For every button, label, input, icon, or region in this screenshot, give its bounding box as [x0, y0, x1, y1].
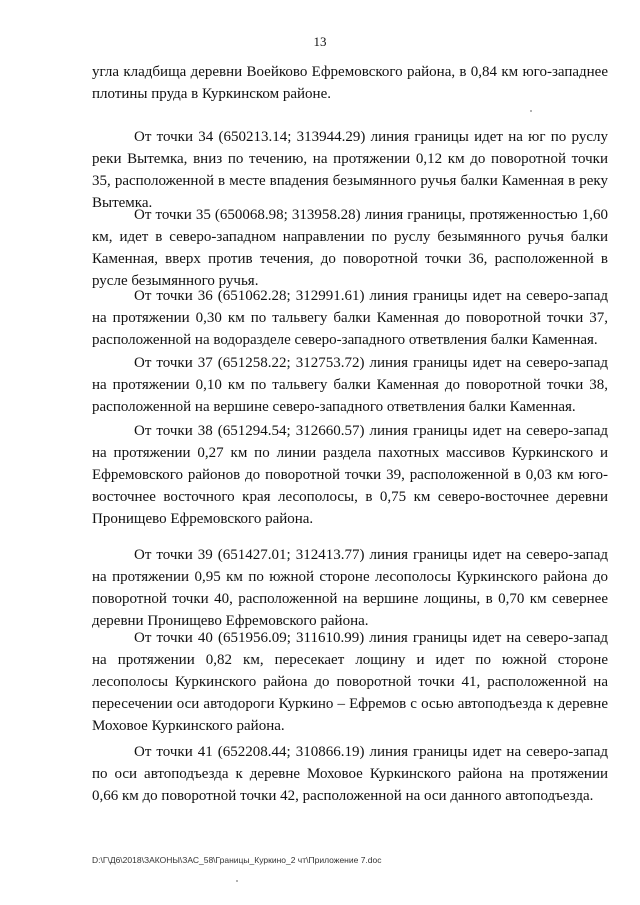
paragraph-point-37: От точки 37 (651258.22; 312753.72) линия границы идет на северо-запад на протяжении 0,10 км по тальвегу балки Каменная до поворотной точки 38, расположенной на вершине северо-западного ответвления балки Каменная. [92, 355, 608, 415]
footer-file-path: D:\Г\Д6\2018\ЗАКОНЫ\ЗАС_58\Границы_Куркино_2 чт\Приложение 7.doc [92, 855, 382, 865]
paragraph-continuation: угла кладбища деревни Воейково Ефремовского района, в 0,84 км юго-западнее плотины пруда в Куркинском районе. [92, 64, 608, 102]
paragraph-point-39: От точки 39 (651427.01; 312413.77) линия границы идет на северо-запад на протяжении 0,95 км по южной стороне лесополосы Куркинского района до поворотной точки 40, расположенной на вершине лощины, в 0,70 км севернее деревни Пронищево Ефремовского района. [92, 547, 608, 629]
paragraph-point-41: От точки 41 (652208.44; 310866.19) линия границы идет на северо-запад по оси автоподъезда к деревне Моховое Куркинского района на протяжении 0,66 км до поворотной точки 42, расположенной на оси данного автоподъезда. [92, 744, 608, 804]
paragraph-point-40: От точки 40 (651956.09; 311610.99) линия границы идет на северо-запад на протяжении 0,82 км, пересекает лощину и идет по южной стороне лесополосы Куркинского района до поворотной точки 41, расположенной на пересечении оси автодороги Куркино – Ефремов с осью автоподъезда к деревне Моховое Куркинского района. [92, 630, 608, 734]
paragraph-point-36: От точки 36 (651062.28; 312991.61) линия границы идет на северо-запад на протяжении 0,30 км по тальвегу балки Каменная до поворотной точки 37, расположенной на водоразделе северо-западного ответвления балки Каменная. [92, 288, 608, 348]
paragraph-point-34: От точки 34 (650213.14; 313944.29) линия границы идет на юг по руслу реки Вытемка, вниз по течению, на протяжении 0,12 км до поворотной точки 35, расположенной в месте впадения безымянного ручья балки Каменная в реку Вытемка. [92, 129, 608, 211]
paragraph-point-35: От точки 35 (650068.98; 313958.28) линия границы, протяженностью 1,60 км, идет в северо-западном направлении по руслу безымянного ручья балки Каменная, вверх против течения, до поворотной точки 36, расположенной в русле безымянного ручья. [92, 207, 608, 289]
page-number: 13 [313, 34, 327, 49]
scan-speck [530, 110, 532, 112]
paragraph-point-38: От точки 38 (651294.54; 312660.57) линия границы идет на северо-запад на протяжении 0,27 км по линии раздела пахотных массивов Куркинского и Ефремовского районов до поворотной точки 39, расположенной в 0,03 км юго-восточнее восточного края лесополосы, в 0,75 км северо-восточнее деревни Пронищево Ефремовского района. [92, 423, 608, 527]
scan-speck [236, 880, 238, 882]
